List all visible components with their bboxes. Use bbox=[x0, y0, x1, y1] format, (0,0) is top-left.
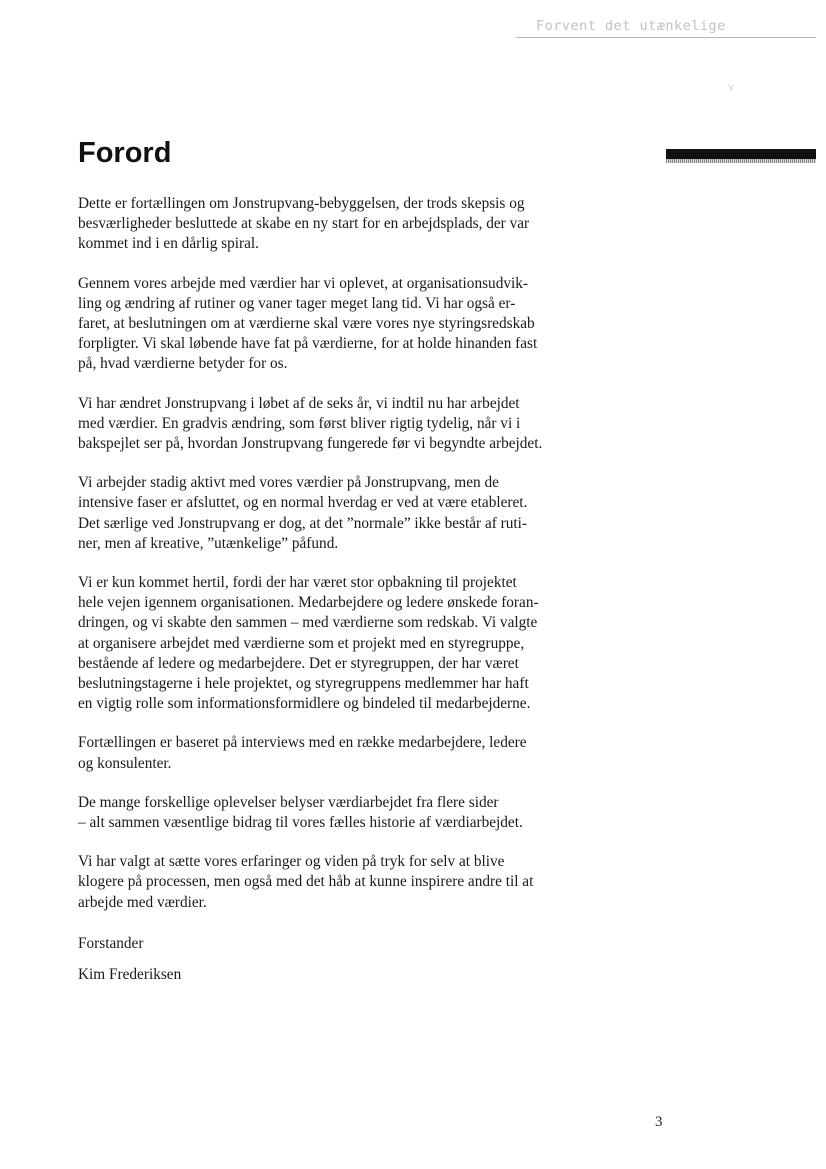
paragraph-line: dringen, og vi skabte den sammen – med værdierne som redskab. Vi valgte bbox=[78, 614, 538, 632]
paragraph-line: forpligter. Vi skal løbende have fat på værdierne, for at holde hinanden fast bbox=[78, 335, 538, 353]
paragraph-line: ner, men af kreative, ”utænkelige” påfund. bbox=[78, 534, 339, 552]
paragraph-line: intensive faser er afsluttet, og en normal hverdag er ved at være etableret. bbox=[78, 494, 528, 512]
title-decoration-bar bbox=[666, 149, 816, 159]
paragraph-line: på, hvad værdierne betyder for os. bbox=[78, 355, 288, 373]
paragraph-line: faret, at beslutningen om at værdierne skal være vores nye styringsredskab bbox=[78, 315, 535, 333]
paragraph-line: Gennem vores arbejde med værdier har vi oplevet, at organisationsudvik- bbox=[78, 274, 528, 292]
signature-role: Forstander bbox=[78, 935, 144, 952]
paragraph bbox=[78, 793, 598, 833]
paragraph-line: Vi er kun kommet hertil, fordi der har været stor opbakning til projektet bbox=[78, 574, 517, 592]
paragraph-line: klogere på processen, men også med det håb at kunne inspirere andre til at bbox=[78, 873, 534, 891]
paragraph bbox=[78, 194, 598, 255]
page-number: 3 bbox=[655, 1114, 663, 1130]
signature bbox=[78, 934, 181, 996]
header-rule bbox=[516, 37, 816, 38]
paragraph-line: Vi arbejder stadig aktivt med vores værdier på Jonstrupvang, men de bbox=[78, 474, 499, 492]
paragraph-line: Vi har valgt at sætte vores erfaringer og viden på tryk for selv at blive bbox=[78, 853, 505, 871]
paragraph-line: en vigtig rolle som informationsformidlere og bindeled til medarbejderne. bbox=[78, 695, 531, 713]
paragraph-line: kommet ind i en dårlig spiral. bbox=[78, 235, 259, 253]
title-decoration-shadow bbox=[666, 159, 816, 163]
paragraph-line: Det særlige ved Jonstrupvang er dog, at det ”normale” ikke består af ruti- bbox=[78, 514, 527, 532]
paragraph-line: Fortællingen er baseret på interviews med en række medarbejdere, ledere bbox=[78, 734, 527, 752]
paragraph-line: bakspejlet ser på, hvordan Jonstrupvang fungerede før vi begyndte arbejdet. bbox=[78, 435, 543, 453]
paragraph-line: – alt sammen væsentlige bidrag til vores fælles historie af værdiarbejdet. bbox=[78, 814, 523, 832]
paragraph-line: og konsulenter. bbox=[78, 754, 172, 772]
paragraph bbox=[78, 473, 598, 554]
paragraph-line: arbejde med værdier. bbox=[78, 893, 207, 911]
paragraph-line: at organisere arbejdet med værdierne som et projekt med en styregruppe, bbox=[78, 634, 525, 652]
paragraph-line: besværligheder besluttede at skabe en ny start for en arbejdsplads, der var bbox=[78, 215, 530, 233]
paragraph-line: Dette er fortællingen om Jonstrupvang-bebyggelsen, der trods skepsis og bbox=[78, 195, 525, 212]
paragraph-line: beslutningstagerne i hele projektet, og styregruppens medlemmer har haft bbox=[78, 675, 529, 693]
paragraph-line: De mange forskellige oplevelser belyser værdiarbejdet fra flere sider bbox=[78, 793, 499, 811]
paragraph bbox=[78, 852, 598, 913]
corner-mark: ᵞ bbox=[728, 80, 734, 99]
paragraph-line: Vi har ændret Jonstrupvang i løbet af de seks år, vi indtil nu har arbejdet bbox=[78, 394, 520, 412]
paragraph-line: bestående af ledere og medarbejdere. Det er styregruppen, der har været bbox=[78, 654, 519, 672]
paragraph bbox=[78, 573, 598, 714]
paragraph-line: ling og ændring af rutiner og vaner tager meget lang tid. Vi har også er- bbox=[78, 294, 516, 312]
paragraph-line: med værdier. En gradvis ændring, som først bliver rigtig tydelig, når vi i bbox=[78, 414, 521, 432]
signature-name: Kim Frederiksen bbox=[78, 966, 182, 983]
running-header: Forvent det utænkelige bbox=[536, 18, 726, 34]
paragraph-line: hele vejen igennem organisationen. Medarbejdere og ledere ønskede foran- bbox=[78, 594, 539, 612]
paragraph bbox=[78, 274, 598, 375]
page-title: Forord bbox=[78, 137, 172, 169]
paragraph bbox=[78, 733, 598, 773]
paragraph bbox=[78, 394, 598, 455]
body-text bbox=[78, 194, 598, 932]
